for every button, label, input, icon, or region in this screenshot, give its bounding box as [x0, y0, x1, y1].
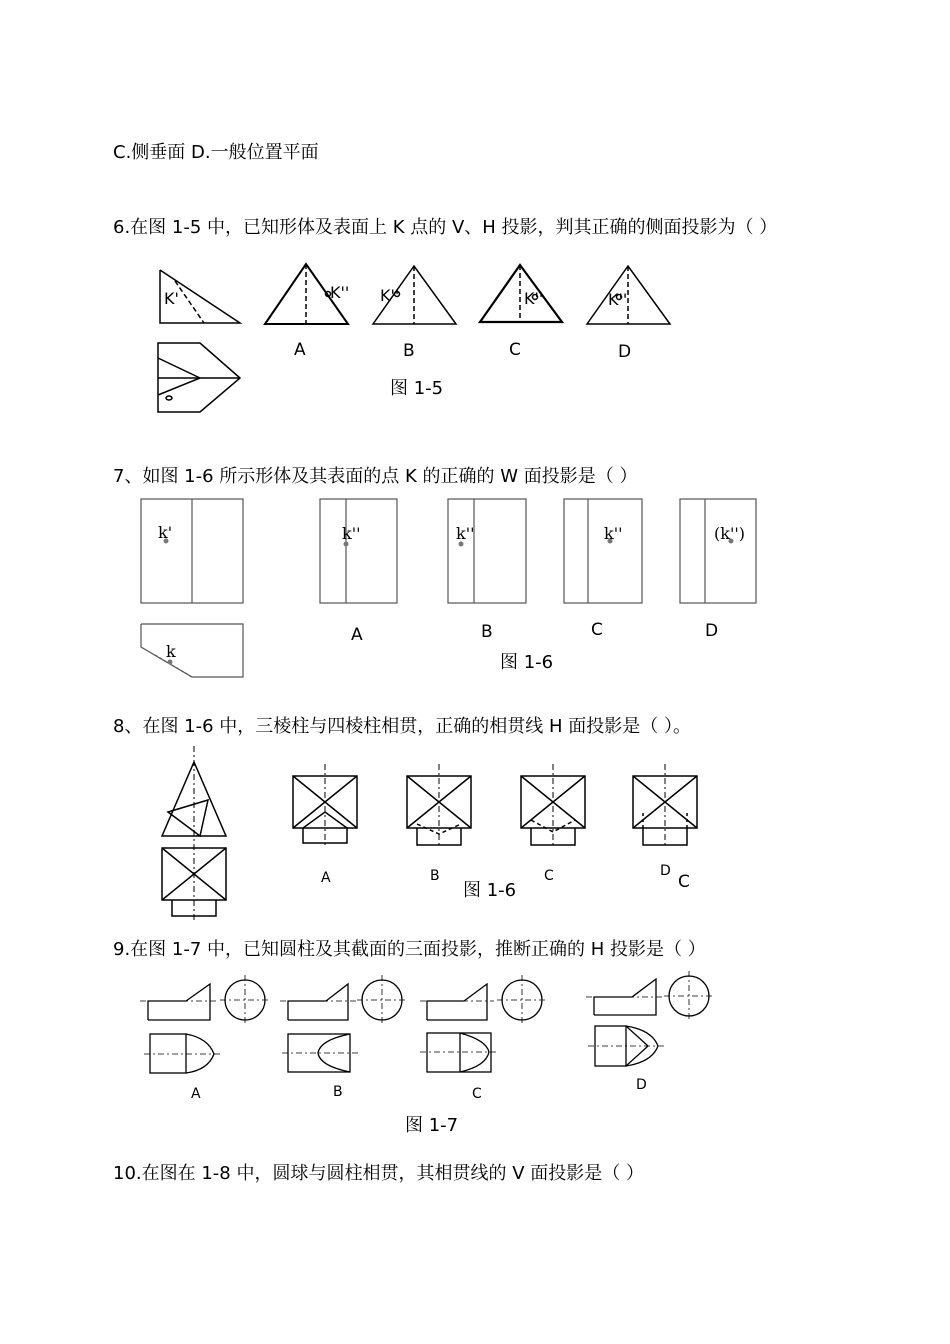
fig16-caption: 图 1-6: [500, 652, 554, 673]
fig16-d-point-label: (k''): [714, 524, 745, 543]
fig15-caption: 图 1-5: [390, 378, 444, 399]
q8-text: 8、在图 1-6 中，三棱柱与四棱柱相贯，正确的相贯线 H 面投影是（ ）。: [113, 716, 691, 737]
q10-text: 10.在图在 1-8 中，圆球与圆柱相贯，其相贯线的 V 面投影是（ ）: [113, 1163, 644, 1184]
fig15-b-point-label: K'': [380, 286, 400, 305]
fig16-point-v-label: k': [158, 523, 173, 542]
fig16-label-b: B: [481, 622, 493, 642]
fig16-label-c: C: [591, 620, 603, 640]
fig17-label-c: C: [472, 1086, 482, 1102]
fig16b-label-c: C: [544, 868, 554, 884]
fig16-a-point-label: k'': [342, 524, 361, 543]
fig16b-label-extra-c: C: [678, 872, 690, 892]
fig16-c-point-label: k'': [604, 524, 623, 543]
fig17-option-c: [420, 975, 547, 1072]
fig15-point-v-label: K': [164, 289, 179, 308]
fig16b-label-b: B: [430, 868, 440, 884]
fig17-option-d: [586, 971, 714, 1066]
fig16-label-d: D: [705, 621, 719, 641]
fig17-label-d: D: [636, 1077, 647, 1093]
fig16-point-h-label: k: [166, 642, 176, 661]
q7-text: 7、如图 1-6 所示形体及其表面的点 K 的正确的 W 面投影是（ ）: [113, 466, 638, 487]
q9-text: 9.在图 1-7 中，已知圆柱及其截面的三面投影，推断正确的 H 投影是（ ）: [113, 939, 706, 960]
fig16-b-point-label: k'': [456, 524, 475, 543]
fig17-caption: 图 1-7: [405, 1115, 459, 1136]
fig15-label-d: D: [618, 342, 632, 362]
fig17-label-a: A: [191, 1086, 201, 1102]
q6-text: 6.在图 1-5 中，已知形体及表面上 K 点的 V、H 投影，判其正确的侧面投影为（ ）: [113, 217, 778, 238]
fig16b-label-d: D: [660, 863, 671, 879]
fig16b-label-a: A: [321, 870, 331, 886]
fig15-label-c: C: [509, 340, 521, 360]
fig17-label-b: B: [333, 1084, 343, 1100]
q5-options: C.侧垂面 D.一般位置平面: [113, 142, 319, 163]
fig15-a-point-label: K'': [330, 283, 350, 302]
fig15-d-point-label: K'': [608, 290, 628, 309]
fig15-label-a: A: [294, 340, 306, 360]
fig17-option-b: [280, 975, 407, 1072]
fig15-c-point-label: K'': [524, 289, 544, 308]
fig17-option-a: [140, 975, 270, 1073]
fig15-label-b: B: [403, 341, 415, 361]
fig16-label-a: A: [351, 625, 363, 645]
fig16b-caption: 图 1-6: [463, 880, 517, 901]
